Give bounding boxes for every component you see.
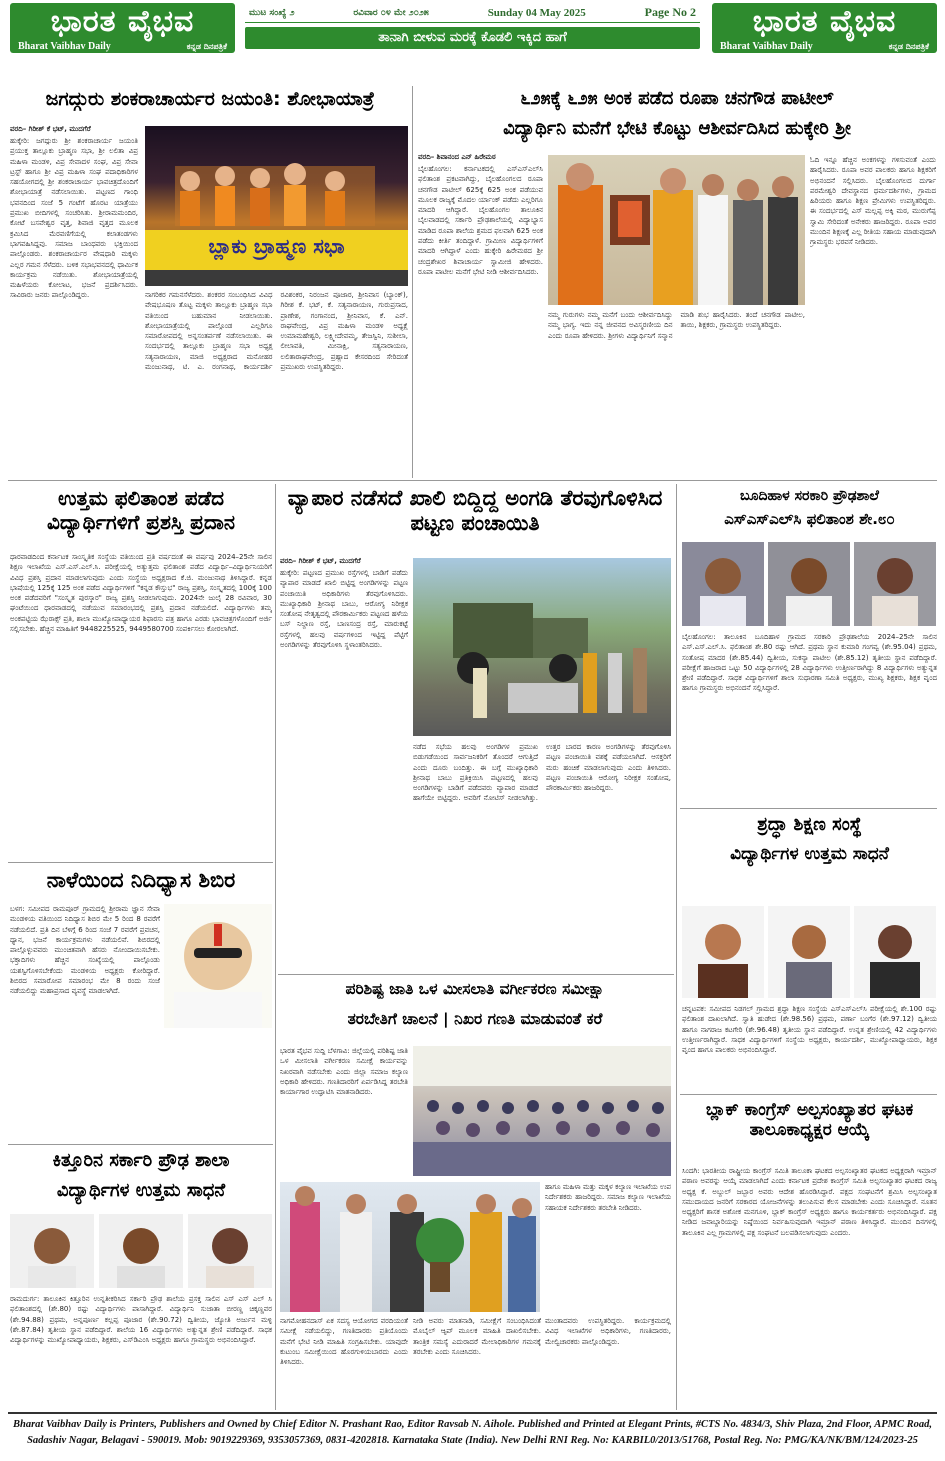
student-portrait <box>768 906 850 998</box>
procession-illustration <box>145 126 408 286</box>
a8-body-a: ಭಾರತ ವೈಭವ ಸುದ್ದಿ ಬೆಳಗಾವಿ: ಜಿಲ್ಲೆಯಲ್ಲಿ ಪರಿಶಿಷ್ಟ ಜಾತಿ ಒಳ ಮೀಸಲಾತಿ ವರ್ಗೀಕರಣ ಸಮೀಕ್ಷೆ ಕಾರ್ಯವನ್ನು ನಿಖರವಾಗಿ ನಡೆಸಬೇಕು ಎಂದು ಜಿಲ್ಲಾ ಸಮಾಜ ಕಲ್ಯಾಣ ಅಧಿಕಾರಿ ಹೇಳಿದರು. ಗಣತಿದಾರರಿಗೆ ಏರ್ಪಡಿಸಿದ್ದ ತರಬೇತಿ ಕಾರ್ಯಾಗಾರ ಉದ್ಘಾಟಿಸಿ ಮಾತನಾಡಿದರು. <box>280 1047 408 1097</box>
a7-swamiji-photo <box>164 904 272 1028</box>
a8-body-c: ನಾಗಮೋಹನದಾಸ್ ಏಕ ಸದಸ್ಯ ಆಯೋಗದ ವರದಿಯಂತೆ ಸಮೀಕ್ಷೆ ನಡೆಯಲಿದ್ದು, ಗಣತಿದಾರರು ಪ್ರತಿಯೊಂದು ಮನೆಗೆ ಭೇಟಿ ನೀಡಿ ಮಾಹಿತಿ ಸಂಗ್ರಹಿಸಬೇಕು. ಯಾವುದೇ ಕುಟುಂಬ ಸಮೀಕ್ಷೆಯಿಂದ ಹೊರಗುಳಿಯಬಾರದು ಎಂದು ತಿಳಿಸಿದರು. <box>280 1317 408 1367</box>
a7-body: ಬಳಗ: ಸಮೀಪದ ರಾಮಪೂರ್ ಗ್ರಾಮದಲ್ಲಿ ಶ್ರೀರಾಮ ಜ್ಞಾನ ಸೇವಾ ಮಂಡಳಿಯ ವತಿಯಿಂದ ನಿದಿಧ್ಯಾಸ ಶಿಬಿರ ಮೇ 5 ರಿಂದ 8 ರವರೆಗೆ ನಡೆಯಲಿದೆ. ಪ್ರತಿ ದಿನ ಬೆಳಿಗ್ಗೆ 6 ರಿಂದ ಸಂಜೆ 7 ರವರೆಗೆ ಪ್ರವಚನ, ಧ್ಯಾನ, ಭಜನೆ ಕಾರ್ಯಕ್ರಮಗಳು ನಡೆಯಲಿವೆ. ಶಿಬಿರದಲ್ಲಿ ಪಾಲ್ಗೊಳ್ಳುವವರು ಮುಂಚಿತವಾಗಿ ಹೆಸರು ನೋಂದಾಯಿಸಬೇಕು. ಭಕ್ತಾದಿಗಳು ಹೆಚ್ಚಿನ ಸಂಖ್ಯೆಯಲ್ಲಿ ಪಾಲ್ಗೊಂಡು ಯಶಸ್ವಿಗೊಳಿಸಬೇಕೆಂದು ಮಂಡಳಿಯ ಅಧ್ಯಕ್ಷರು ಕೋರಿದ್ದಾರೆ. ಶಿಬಿರದ ಸಮಾರೋಪ ಸಮಾರಂಭ ಮೇ 8 ರಂದು ಸಂಜೆ ನಡೆಯಲಿದ್ದು ಮಹಾಪ್ರಸಾದ ವ್ಯವಸ್ಥೆ ಮಾಡಲಾಗಿದೆ. <box>10 905 160 996</box>
rule-6 <box>8 862 273 863</box>
tractor-illustration <box>413 558 671 736</box>
a10-student-photo-1 <box>10 1214 94 1288</box>
masthead-right <box>712 3 937 53</box>
audience-illustration <box>413 1046 671 1176</box>
a5-headline-line1: ಬೂದಿಹಾಳ ಸರಕಾರಿ ಪ್ರೌಢಶಾಲೆ <box>740 488 879 504</box>
masthead-center <box>245 3 700 53</box>
a10-headline-line2: ವಿದ್ಯಾರ್ಥಿಗಳ ಉತ್ತಮ ಸಾಧನೆ <box>56 1180 226 1201</box>
rule-1 <box>412 86 413 478</box>
a6-headline-line1: ಶ್ರದ್ಧಾ ಶಿಕ್ಷಣ ಸಂಸ್ಥೆ <box>757 814 862 835</box>
a4-body-top: ಹುಕ್ಕೇರಿ: ಪಟ್ಟಣದ ಪ್ರಮುಖ ರಸ್ತೆಗಳಲ್ಲಿ ಬಾಡಿಗೆ ಪಡೆದು ವ್ಯಾಪಾರ ಮಾಡದೆ ಖಾಲಿ ಬಿಟ್ಟಿದ್ದ ಅಂಗಡಿಗಳನ್ನು ಪಟ್ಟಣ ಪಂಚಾಯಿತಿ ಅಧಿಕಾರಿಗಳು ತೆರವುಗೊಳಿಸಿದರು. ಮುಖ್ಯಾಧಿಕಾರಿ ಶ್ರೀನಾಥ ಬಾಬು, ಆರೋಗ್ಯ ನಿರೀಕ್ಷಕ ಸಂತೋಷ ನೇತೃತ್ವದಲ್ಲಿ ಪೌರಕಾರ್ಮಿಕರು ಪಟ್ಟಣದ ಹಳೆಯ ಬಸ್ ನಿಲ್ದಾಣ ರಸ್ತೆ, ಬಾಣಸಂದ್ರ ರಸ್ತೆ, ಮಾರುಕಟ್ಟೆ ರಸ್ತೆಗಳಲ್ಲಿ ಹಲವು ವರ್ಷಗಳಿಂದ ಇಟ್ಟಿದ್ದ ಪೆಟ್ಟಿಗೆ ಅಂಗಡಿಗಳನ್ನು ತೆರವುಗೊಳಿಸಿ ಸ್ಥಳಾಂತರಿಸಿದರು. <box>280 569 408 650</box>
a4-dateline: ವರದಿ– ಗಿರೀಶ್ ಕೆ ಭಟ್, ಮುದಗೆರೆ <box>280 557 361 565</box>
a5-body: ಬೈಲಹೊಂಗಲ: ತಾಲೂಕಿನ ಬೂದಿಹಾಳ ಗ್ರಾಮದ ಸರಕಾರಿ ಪ್ರೌಢಶಾಲೆಯ 2024–25ನೇ ಸಾಲಿನ ಎಸ್.ಎಸ್.ಎಲ್.ಸಿ. ಫಲಿತಾಂಶ ಶೇ.80 ರಷ್ಟು ಆಗಿದೆ. ಪ್ರಥಮ ಸ್ಥಾನ ಕುಮಾರಿ ಗಂಗವ್ವ (ಶೇ.95.04) ಪ್ರಥಮ, ಸಂತೋಷ ಮಾದರ (ಶೇ.85.44) ದ್ವಿತೀಯ, ಸುಕನ್ಯಾ ಪಾಟೀಲ (ಶೇ.85.12) ತೃತೀಯ ಸ್ಥಾನ ಪಡೆದಿದ್ದಾರೆ. ಪರೀಕ್ಷೆಗೆ ಹಾಜರಾದ ಒಟ್ಟು 50 ವಿದ್ಯಾರ್ಥಿಗಳಲ್ಲಿ 28 ವಿದ್ಯಾರ್ಥಿಗಳು ಉತ್ತೀರ್ಣರಾಗಿದ್ದು 8 ವಿದ್ಯಾರ್ಥಿಗಳು ಅತ್ಯುನ್ನತ ಶ್ರೇಣಿ ಪಡೆದಿದ್ದಾರೆ. ಸಾಧಕ ವಿದ್ಯಾರ್ಥಿಗಳಿಗೆ ಶಾಲಾ ಸುಧಾರಣಾ ಸಮಿತಿ ಅಧ್ಯಕ್ಷರು, ಮುಖ್ಯ ಶಿಕ್ಷಕರು, ಶಿಕ್ಷಕ ವೃಂದ ಹಾಗೂ ಗ್ರಾಮಸ್ಥರು ಅಭಿನಂದನೆ ಸಲ್ಲಿಸಿದ್ದಾರೆ. <box>682 633 937 693</box>
a8-inauguration-photo <box>280 1182 540 1312</box>
a2-body-left: ಬೈಲಹೊಂಗಲ: ಕರ್ನಾಟಕದಲ್ಲಿ ಎಸ್‌ಎಸ್‌ಎಲ್‌ಸಿ ಫಲಿತಾಂಶ ಪ್ರಕಟವಾಗಿದ್ದು, ಬೈಲಹೊಂಗಲದ ರೂಪಾ ಚನಗೌಡ ಪಾಟೀಲ್ 625ಕ್ಕೆ 625 ಅಂಕ ಪಡೆಯುವ ಮೂಲಕ ರಾಜ್ಯಕ್ಕೆ ಮೊದಲ ರ್ಯಾಂಕ್ ಪಡೆದು ಎಲ್ಲರಿಗೂ ಮಾದರಿ ಆಗಿದ್ದಾರೆ. ಬೈಲಹೊಂಗಲ ತಾಲೂಕಿನ ಬೈಲವಾಡದಲ್ಲಿ ಸರ್ಕಾರಿ ಪ್ರೌಢಶಾಲೆಯಲ್ಲಿ ವಿದ್ಯಾಭ್ಯಾಸ ಮಾಡಿದ ರೂಪಾ ಶಾಲೆಯ ಶ್ರಮದ ಫಲವಾಗಿ 625 ಅಂಕ ಪಡೆದು ಕೀರ್ತಿ ತಂದಿದ್ದಾಳೆ. ಗ್ರಾಮೀಣ ವಿದ್ಯಾರ್ಥಿಗಳಿಗೆ ಮಾದರಿ ಆಗಿದ್ದಾಳೆ ಎಂದು ಹುಕ್ಕೇರಿ ಹಿರೇಮಠದ ಶ್ರೀ ಚಂದ್ರಶೇಖರ ಶಿವಾಚಾರ್ಯ ಸ್ವಾಮೀಜಿ ಹೇಳಿದರು. ರೂಪಾ ಪಾಟೀಲ ಮನೆಗೆ ಭೇಟಿ ನೀಡಿ ಆಶೀರ್ವದಿಸಿದರು. <box>418 165 543 276</box>
issue-info: ಮುಟ ಸಂಖ್ಯೆ ೨ <box>249 7 295 18</box>
masthead-subtitle-right: Bharat Vaibhav Daily <box>720 41 813 52</box>
a8-body-e: ಮುಂತಾದವರು ಉಪಸ್ಥಿತರಿದ್ದರು. ಕಾರ್ಯಕ್ರಮದಲ್ಲಿ ವಿವಿಧ ಇಲಾಖೆಗಳ ಅಧಿಕಾರಿಗಳು, ಗಣತಿದಾರರು, ಮೇಲ್ವಿಚಾರಕರು ಪಾಲ್ಗೊಂಡಿದ್ದರು. <box>545 1317 671 1346</box>
student-portrait <box>854 542 936 626</box>
rule-11 <box>8 1144 273 1145</box>
a1-dateline: ವರದಿ– ಗಿರೀಶ್ ಕೆ ಭಟ್, ಮುದಗೆರೆ <box>10 125 91 133</box>
a6-headline-line2: ವಿದ್ಯಾರ್ಥಿಗಳ ಉತ್ತಮ ಸಾಧನೆ <box>730 844 889 864</box>
student-portrait <box>99 1214 183 1288</box>
a4-photo <box>413 558 671 736</box>
rule-7 <box>278 974 674 975</box>
student-portrait <box>854 906 936 998</box>
masthead-title-left: ಭಾರತ ವೈಭವ <box>50 4 195 39</box>
a8-headline-line1: ಪರಿಶಿಷ್ಟ ಜಾತಿ ಒಳ ಮೀಸಲಾತಿ ವರ್ಗೀಕರಣ ಸಮೀಕ್ಷಾ <box>345 980 605 998</box>
english-date: Sunday 04 May 2025 <box>487 6 586 19</box>
student-portrait <box>768 542 850 626</box>
a4-body-bottom: ನಡೆದ ಸಭೆಯ ಹಲವು ಅಂಗಡಿಗಳ ಪ್ರಮುಖ ಬಿಡುಗಡೆಯಿಂದ ಸಾರ್ವಜನಿಕರಿಗೆ ತೊಂದರೆ ಆಗುತ್ತಿದೆ ಎಂದು ದೂರು ಬಂದಿತ್ತು. ಈ ಬಗ್ಗೆ ಮುಖ್ಯಾಧಿಕಾರಿ ಶ್ರೀನಾಥ ಬಾಬು ಪ್ರತಿಕ್ರಿಯಿಸಿ ಪಟ್ಟಣದಲ್ಲಿ ಹಲವು ಅಂಗಡಿಗಳನ್ನು ಬಾಡಿಗೆ ಪಡೆದವರು ವ್ಯಾಪಾರ ಮಾಡದೆ ಹಾಗೆಯೇ ಬಿಟ್ಟಿದ್ದರು. ಅವರಿಗೆ ನೋಟಿಸ್ ನೀಡಲಾಗಿತ್ತು. ಉತ್ತರ ಬಾರದ ಕಾರಣ ಅಂಗಡಿಗಳನ್ನು ತೆರವುಗೊಳಿಸಿ ಪಟ್ಟಣ ಪಂಚಾಯಿತಿ ವಶಕ್ಕೆ ಪಡೆಯಲಾಗಿದೆ. ಆಸಕ್ತರಿಗೆ ಮರು ಹಂಚಿಕೆ ಮಾಡಲಾಗುವುದು ಎಂದು ತಿಳಿಸಿದರು. ಪಟ್ಟಣ ಪಂಚಾಯಿತಿ ಆರೋಗ್ಯ ನಿರೀಕ್ಷಕ ಸಂತೋಷ, ಪೌರಕಾರ್ಮಿಕರು ಹಾಜರಿದ್ದರು. <box>413 743 671 803</box>
a1-banner-text: ಬ್ಲಾಕು ಬ್ರಾಹ್ಮಣ ಸಭಾ <box>208 234 345 258</box>
a6-student-photo-1 <box>682 906 764 998</box>
plant-watering-illustration <box>280 1182 540 1312</box>
swamiji-portrait <box>164 904 272 1028</box>
rule-9 <box>275 974 276 1410</box>
page-number: Page No 2 <box>644 5 696 19</box>
a3-headline: ಉತ್ತಮ ಫಲಿತಾಂಶ ಪಡೆದ ವಿದ್ಯಾರ್ಥಿಗಳಿಗೆ ಪ್ರಶಸ್ತಿ ಪ್ರದಾನ <box>47 486 235 534</box>
footer-line-1: Bharat Vaibhav Daily is Printers, Publishers and Owned by Chief Editor N. Prashant Rao, Editor Ravsab N. Aihole. Published and Printed at Elegant Prints, #CTS No. 4834/3, Shiv Plaza, 2nd Floor, APMC Road, <box>13 1419 932 1430</box>
student-portrait <box>10 1214 94 1288</box>
felicitation-illustration <box>548 155 805 305</box>
a8-headline-line2: ತರಬೇತಿಗೆ ಚಾಲನೆ | ನಿಖರ ಗಣತಿ ಮಾಡುವಂತೆ ಕರೆ <box>347 1010 603 1028</box>
footer-rule <box>8 1412 937 1414</box>
footer-line-2: Sadashiv Nagar, Belagavi - 590019. Mob: 9019229369, 9353057369, 0831-4202818. Karnataka State (India). New Delhi RNI Reg. No: KARBIL0/2013/51768, Postal Reg. No: PMG/KA/NK/BM/124/2023-25 <box>27 1435 918 1446</box>
a10-student-photo-2 <box>99 1214 183 1288</box>
a3-body: ಧಾರವಾಡದಿಂದ ಕರ್ನಾಟಕ ಸಾಂಸ್ಕೃತಿಕ ಸಂಸ್ಥೆಯ ವತಿಯಿಂದ ಪ್ರತಿ ವರ್ಷದಂತೆ ಈ ವರ್ಷವು 2024–25ನೇ ಸಾಲಿನ ಶಿಕ್ಷಣ ಇಲಾಖೆಯ ಎಸ್.ಎಸ್.ಎಲ್.ಸಿ. ಪರೀಕ್ಷೆಯಲ್ಲಿ ಅತ್ಯುತ್ತಮ ಫಲಿತಾಂಶ ಪಡೆದ ವಿದ್ಯಾರ್ಥಿ–ವಿದ್ಯಾರ್ಥಿನಿಯರಿಗೆ ವಿವಿಧ ಪ್ರಶಸ್ತಿ ಪ್ರದಾನ ಮಾಡಲಾಗುವುದು ಎಂದು ಸಂಸ್ಥೆಯ ಅಧ್ಯಕ್ಷರಾದ ಕೆ.ಜಿ. ಮಂಜುನಾಥ ತಿಳಿಸಿದ್ದಾರೆ. ಕನ್ನಡ ಭಾಷೆಯಲ್ಲಿ 125ಕ್ಕೆ 125 ಅಂಕ ಪಡೆದ ವಿದ್ಯಾರ್ಥಿಗಳಿಗೆ "ಕನ್ನಡ ಕೌಸ್ತುಭ" ರಾಜ್ಯ ಪ್ರಶಸ್ತಿ, ಸಂಸ್ಕೃತದಲ್ಲಿ 100ಕ್ಕೆ 100 ಅಂಕ ಪಡೆದವರಿಗೆ "ಸಂಸ್ಕೃತ ಪುರಸ್ಕಾರ" ರಾಜ್ಯ ಪ್ರಶಸ್ತಿ ನೀಡಲಾಗುವುದು. 2024ನೇ ಜುಲೈ 28 ರವಿವಾರ, 30 ಘಂಟೆಯಿಂದ ಧಾರವಾಡದಲ್ಲಿ ನಡೆಯುವ ಸಮಾರಂಭದಲ್ಲಿ ಪ್ರಶಸ್ತಿ ಪ್ರದಾನ ನಡೆಯಲಿದೆ. ವಿದ್ಯಾರ್ಥಿಗಳು ತಮ್ಮ ಅಂಕಪಟ್ಟಿಯ ಝೆರಾಕ್ಸ್ ಪ್ರತಿ, ಶಾಲಾ ಮುಖ್ಯೋಪಾಧ್ಯಾಯರ ಶಿಫಾರಸು ಪತ್ರ ಹಾಗೂ ಎರಡು ಭಾವಚಿತ್ರಗಳೊಂದಿಗೆ ಅರ್ಜಿ ಸಲ್ಲಿಸಬೇಕು. ಹೆಚ್ಚಿನ ಮಾಹಿತಿಗೆ 9448225525, 9449580700 ಸಂಪರ್ಕಿಸಲು ಕೋರಲಾಗಿದೆ. <box>10 553 272 634</box>
a6-student-photo-2 <box>768 906 850 998</box>
rule-5 <box>680 808 937 809</box>
a8-meeting-photo <box>413 1046 671 1176</box>
a1-headline: ಜಗದ್ಗುರು ಶಂಕರಾಚಾರ್ಯರ ಜಯಂತಿ: ಶೋಭಾಯಾತ್ರೆ <box>45 88 375 110</box>
a10-body: ರಾಮದುರ್ಗ: ತಾಲೂಕಿನ ಕಿತ್ತೂರಿನ ಉನ್ನತೀಕರಿಸಿದ ಸರ್ಕಾರಿ ಪ್ರೌಢ ಶಾಲೆಯ ಪ್ರಸಕ್ತ ಸಾಲಿನ ಎಸ್ ಎಸ್ ಎಲ್ ಸಿ ಫಲಿತಾಂಶದಲ್ಲಿ (ಶೇ.80) ರಷ್ಟು ವಿದ್ಯಾರ್ಥಿಗಳು ಪಾಸಾಗಿದ್ದಾರೆ. ವಿದ್ಯಾರ್ಥಿನಿ ಸುಜಾತಾ ಬೀರಣ್ಣ ಚಿಕ್ಕಣ್ಣವರ (ಶೇ.94.88) ಪ್ರಥಮ, ಅನ್ನಪೂರ್ಣ ಕಲ್ಲಪ್ಪ ಪೂಜಾರ (ಶೇ.90.72) ದ್ವಿತೀಯ, ಜ್ಯೋತಿ ಅರ್ಜುನ ಮಳ್ಳಿ (ಶೇ.87.84) ತೃತೀಯ ಸ್ಥಾನ ಪಡೆದಿದ್ದಾರೆ. ಶಾಲೆಯ 16 ವಿದ್ಯಾರ್ಥಿಗಳು ಅತ್ಯುನ್ನತ ಶ್ರೇಣಿ ಪಡೆದಿದ್ದಾರೆ. ಸಾಧಕ ವಿದ್ಯಾರ್ಥಿಗಳನ್ನು ಮುಖ್ಯೋಪಾಧ್ಯಾಯರು, ಶಿಕ್ಷಕರು, ಎಸ್‌ಡಿಎಂಸಿ ಅಧ್ಯಕ್ಷರು ಹಾಗೂ ಗ್ರಾಮಸ್ಥರು ಅಭಿನಂದಿಸಿದ್ದಾರೆ. <box>10 1295 272 1345</box>
a1-procession-photo <box>145 126 408 286</box>
student-portrait <box>682 542 764 626</box>
a4-headline: ವ್ಯಾಪಾರ ನಡೆಸದೆ ಖಾಲಿ ಬಿದ್ದಿದ್ದ ಅಂಗಡಿ ತೆರವುಗೊಳಿಸಿದ ಪಟ್ಟಣ ಪಂಚಾಯಿತಿ <box>287 486 663 536</box>
rule-3 <box>275 484 276 974</box>
masthead-title-right: ಭಾರತ ವೈಭವ <box>752 4 897 39</box>
a6-student-photo-3 <box>854 906 936 998</box>
masthead-subtitle-left: Bharat Vaibhav Daily <box>18 41 111 52</box>
student-portrait <box>682 906 764 998</box>
masthead-left <box>10 3 235 53</box>
a8-body-d: ನೀಡಿ ಅವರು ಮಾತನಾಡಿ, ಸಮೀಕ್ಷೆಗೆ ಸಂಬಂಧಿಸಿದಂತೆ ಮೊಬೈಲ್ ಆ್ಯಪ್ ಮೂಲಕ ಮಾಹಿತಿ ದಾಖಲಿಸಬೇಕು. ತಾಂತ್ರಿಕ ಸಮಸ್ಯೆ ಎದುರಾದರೆ ಮೇಲಾಧಿಕಾರಿಗಳ ಗಮನಕ್ಕೆ ತರಬೇಕು ಎಂದು ಸೂಚಿಸಿದರು. <box>413 1317 541 1356</box>
a2-headline-line1: ೬೨೫ಕ್ಕೆ ೬೨೫ ಅಂಕ ಪಡೆದ ರೂಪಾ ಚನಗೌಡ ಪಾಟೀಲ್ <box>520 88 834 109</box>
masthead-tag-left: ಕನ್ನಡ ದಿನಪತ್ರಿಕೆ <box>186 42 227 51</box>
a2-body-right: ಓದಿ ಇನ್ನೂ ಹೆಚ್ಚಿನ ಅಂಕಗಳನ್ನು ಗಳಿಸುವಂತೆ ಎಂದು ಹಾರೈಸಿದರು. ರೂಪಾ ಅವರ ಪಾಲಕರು ಹಾಗೂ ಶಿಕ್ಷಕರಿಗೆ ಅಭಿನಂದನೆ ಸಲ್ಲಿಸಿದರು. ಬೈಲಹೊಂಗಲದ ದುರ್ಗಾ ಪರಮೇಶ್ವರಿ ದೇವಸ್ಥಾನದ ಧರ್ಮದರ್ಶಿಗಳು, ಗ್ರಾಮದ ಹಿರಿಯರು ಹಾಗೂ ಶಿಕ್ಷಣ ಪ್ರೇಮಿಗಳು ಉಪಸ್ಥಿತರಿದ್ದರು. ಈ ಸಂದರ್ಭದಲ್ಲಿ ಎಸ್ ಮಲ್ಲಪ್ಪ ಅಕ್ಕಿ ಮಠ, ಮುರುಗೆಪ್ಪ ಸ್ವಾಮಿ ಸೇರಿದಂತೆ ಅನೇಕರು ಹಾಜರಿದ್ದರು. ರೂಪಾ ಅವರ ಮುಂದಿನ ಶಿಕ್ಷಣಕ್ಕೆ ಎಲ್ಲ ರೀತಿಯ ಸಹಾಯ ಮಾಡುವುದಾಗಿ ಗ್ರಾಮಸ್ಥರು ಭರವಸೆ ನೀಡಿದರು. <box>810 156 936 247</box>
kannada-date: ರವಿವಾರ ೦೪ ಮೇ ೨೦೨೫ <box>353 7 429 18</box>
masthead-tag-right: ಕನ್ನಡ ದಿನಪತ್ರಿಕೆ <box>888 42 929 51</box>
a6-body: ಚನ್ನಟಪಕ: ಸಮೀಪದ ನಿಡಗಲ್ ಗ್ರಾಮದ ಶ್ರದ್ಧಾ ಶಿಕ್ಷಣ ಸಂಸ್ಥೆಯ ಎಸ್‌ಎಸ್‌ಎಲ್‌ಸಿ ಪರೀಕ್ಷೆಯಲ್ಲಿ ಶೇ.100 ರಷ್ಟು ಫಲಿತಾಂಶ ದಾಖಲಾಗಿದೆ. ಸ್ವಾತಿ ಹುಡೇದ (ಶೇ.98.56) ಪ್ರಥಮ, ಪರ್ಣಾ ಬಂಗೆರ (ಶೇ.97.12) ದ್ವಿತೀಯ ಹಾಗೂ ನಾಗರಾಜ ಕಟಗೇರಿ (ಶೇ.96.48) ತೃತೀಯ ಸ್ಥಾನ ಪಡೆದಿದ್ದಾರೆ. ಉನ್ನತ ಶ್ರೇಣಿಯಲ್ಲಿ 42 ವಿದ್ಯಾರ್ಥಿಗಳು ಉತ್ತೀರ್ಣರಾಗಿದ್ದಾರೆ. ಸಾಧಕ ವಿದ್ಯಾರ್ಥಿಗಳಿಗೆ ಸಂಸ್ಥೆಯ ಅಧ್ಯಕ್ಷರು, ಕಾರ್ಯದರ್ಶಿ, ಮುಖ್ಯೋಪಾಧ್ಯಾಯರು, ಶಿಕ್ಷಕ ವೃಂದ ಹಾಗೂ ಪಾಲಕರು ಅಭಿನಂದಿಸಿದ್ದಾರೆ. <box>682 1005 937 1055</box>
a2-body-middle: ನಮ್ಮ ಗುರುಗಳು ನಮ್ಮ ಮನೆಗೆ ಬಂದು ಆಶೀರ್ವದಿಸಿದ್ದು ನಮ್ಮ ಭಾಗ್ಯ. ಇದು ನನ್ನ ಜೀವನದ ಅವಿಸ್ಮರಣೀಯ ದಿನ ಎಂದು ರೂಪಾ ಹೇಳಿದರು. ಶ್ರೀಗಳು ವಿದ್ಯಾರ್ಥಿನಿಗೆ ಸನ್ಮಾನ ಮಾಡಿ ಶುಭ ಹಾರೈಸಿದರು. ತಂದೆ ಚನಗೌಡ ಪಾಟೀಲ, ತಾಯಿ, ಶಿಕ್ಷಕರು, ಗ್ರಾಮಸ್ಥರು ಉಪಸ್ಥಿತರಿದ್ದರು. <box>548 311 805 340</box>
a2-dateline: ವರದಿ– ಶಿವಾನಂದ ಎನ್ ಹಿರೇಮಠ <box>418 153 496 161</box>
a5-student-photo-3 <box>854 542 936 626</box>
a10-headline-line1: ಕಿತ್ತೂರಿನ ಸರ್ಕಾರಿ ಪ್ರೌಢ ಶಾಲಾ <box>52 1150 230 1171</box>
student-portrait <box>188 1214 272 1288</box>
a10-student-photo-3 <box>188 1214 272 1288</box>
rule-4 <box>676 484 677 974</box>
rule-10 <box>680 1094 937 1095</box>
a9-headline: ಬ್ಲಾಕ್ ಕಾಂಗ್ರೆಸ್ ಅಲ್ಪಸಂಖ್ಯಾತರ ಘಟಕ ತಾಲೂಕಾಧ್ಯಕ್ಷರ ಆಯ್ಕೆ <box>705 1100 914 1141</box>
a9-body: ಸಿಂದಗಿ: ಭಾರತೀಯ ರಾಷ್ಟ್ರೀಯ ಕಾಂಗ್ರೆಸ್ ಸಮಿತಿ ತಾಲೂಕಾ ಘಟಕದ ಅಲ್ಪಸಂಖ್ಯಾತರ ಘಟಕದ ಅಧ್ಯಕ್ಷರಾಗಿ ಇಮ್ರಾನ್ ಪಠಾಣ ಅವರನ್ನು ಆಯ್ಕೆ ಮಾಡಲಾಗಿದೆ ಎಂದು ಕರ್ನಾಟಕ ಪ್ರದೇಶ ಕಾಂಗ್ರೆಸ್ ಸಮಿತಿ ಅಲ್ಪಸಂಖ್ಯಾತರ ಘಟಕದ ರಾಜ್ಯ ಅಧ್ಯಕ್ಷ ಕೆ. ಅಬ್ದುಲ್ ಜಬ್ಬಾರ ಅವರು ಆದೇಶ ಹೊರಡಿಸಿದ್ದಾರೆ. ಪಕ್ಷದ ಸಂಘಟನೆಗೆ ಶ್ರಮಿಸಿ ಅಲ್ಪಸಂಖ್ಯಾತ ಸಮುದಾಯದ ಜನರಿಗೆ ಸರಕಾರದ ಯೋಜನೆಗಳನ್ನು ತಲುಪಿಸುವ ಕೆಲಸ ಮಾಡಬೇಕು ಎಂದು ಸೂಚಿಸಿದ್ದಾರೆ. ನೂತನ ಅಧ್ಯಕ್ಷರಿಗೆ ಶಾಸಕ ಅಶೋಕ ಮನಗೂಳಿ, ಬ್ಲಾಕ್ ಕಾಂಗ್ರೆಸ್ ಅಧ್ಯಕ್ಷರು ಹಾಗೂ ಕಾರ್ಯಕರ್ತರು ಅಭಿನಂದಿಸಿದ್ದಾರೆ. ಪಕ್ಷ ನೀಡಿದ ಜವಾಬ್ದಾರಿಯನ್ನು ನಿಷ್ಠೆಯಿಂದ ನಿರ್ವಹಿಸುವುದಾಗಿ ಇಮ್ರಾನ್ ಪಠಾಣ ತಿಳಿಸಿದ್ದಾರೆ. ಮುಂದಿನ ದಿನಗಳಲ್ಲಿ ತಾಲೂಕಿನ ಎಲ್ಲ ಗ್ರಾಮಗಳಲ್ಲಿ ಪಕ್ಷ ಸಂಘಟನೆ ಬಲಪಡಿಸಲಾಗುವುದು ಎಂದರು. <box>682 1167 937 1237</box>
rule-2 <box>8 480 937 481</box>
a2-photo <box>548 155 805 305</box>
a8-body-b: ಹಾಗೂ ಮಹಿಳಾ ಮತ್ತು ಮಕ್ಕಳ ಕಲ್ಯಾಣ ಇಲಾಖೆಯ ಉಪ ನಿರ್ದೇಶಕರು ಹಾಜರಿದ್ದರು. ಸಮಾಜ ಕಲ್ಯಾಣ ಇಲಾಖೆಯ ಸಹಾಯಕ ನಿರ್ದೇಶಕರು ತರಬೇತಿ ನೀಡಿದರು. <box>545 1183 671 1212</box>
tagline: ತಾನಾಗಿ ಬೀಳುವ ಮರಕ್ಕೆ ಕೊಡಲಿ ಇಕ್ಕಿದ ಹಾಗೆ <box>245 27 700 49</box>
a5-student-photo-1 <box>682 542 764 626</box>
rule-8 <box>676 974 677 1410</box>
a5-headline-line2: ಎಸ್‌ಎಸ್‌ಎಲ್‌ಸಿ ಫಲಿತಾಂಶ ಶೇ.೮೦ <box>724 510 895 528</box>
a5-student-photo-2 <box>768 542 850 626</box>
a2-headline-line2: ವಿದ್ಯಾರ್ಥಿನಿ ಮನೆಗೆ ಭೇಟಿ ಕೊಟ್ಟು ಆಶೀರ್ವದಿಸಿದ ಹುಕ್ಕೇರಿ ಶ್ರೀ <box>503 118 851 139</box>
a7-headline: ನಾಳೆಯಿಂದ ನಿದಿಧ್ಯಾಸ ಶಿಬಿರ <box>46 868 236 892</box>
a1-body: ಹುಕ್ಕೇರಿ: ಜಗದ್ಗುರು ಶ್ರೀ ಶಂಕರಾಚಾರ್ಯ ಜಯಂತಿ ಪ್ರಯುಕ್ತ ತಾಲ್ಲೂಕು ಬ್ರಾಹ್ಮಣ ಸಭಾ, ಶ್ರೀ ಲಲಿತಾ ವಿಪ್ರ ಮಹಿಳಾ ಮಂಡಳಿ, ವಿಪ್ರ ಸೇವಾದಳ ಸಂಘ, ವಿಪ್ರ ಸೇವಾ ಟ್ರಸ್ಟ್ ಹಾಗೂ ಶ್ರೀ ವಿಪ್ರ ಮಹಿಳಾ ಸಂಘ ಪದಾಧಿಕಾರಿಗಳ ಸಹಯೋಗದಲ್ಲಿ ಶ್ರೀ ಶಂಕರಾಚಾರ್ಯ ಭಾವಚಿತ್ರದೊಂದಿಗೆ ಶೋಭಾಯಾತ್ರೆ ನಡೆಸಲಾಯಿತು. ಪಟ್ಟಣದ ಗಾಂಧಿ ಭವನದಿಂದ ಸಂಜೆ 5 ಗಂಟೆಗೆ ಹೊರಟ ಯಾತ್ರೆಯು ಪ್ರಮುಖ ಬೀದಿಗಳಲ್ಲಿ ಸಂಚರಿಸಿತು. ಶ್ರೀರಾಮಮಂದಿರ, ಕೋಟೆ ಬಸವೇಶ್ವರ ವೃತ್ತ, ಶಿವಾಜಿ ವೃತ್ತದ ಮೂಲಕ ಕ್ರಮಿಸಿದ ಮೆರವಣಿಗೆಯಲ್ಲಿ ಕಲಾತಂಡಗಳು ಭಾಗವಹಿಸಿದ್ದವು. ಸಮಾಜ ಬಾಂಧವರು ಭಕ್ತಿಯಿಂದ ಪಾಲ್ಗೊಂಡರು. ಶಂಕರಾಚಾರ್ಯರ ವೇಷಧಾರಿ ಮಕ್ಕಳು ಎಲ್ಲರ ಗಮನ ಸೆಳೆದರು. ಬಳಿಕ ಸಭಾಭವನದಲ್ಲಿ ಧಾರ್ಮಿಕ ಕಾರ್ಯಕ್ರಮ ನಡೆಯಿತು. ಶೋಭಾಯಾತ್ರೆಯಲ್ಲಿ ಮಹಿಳೆಯರು ಕೋಲಾಟ, ಭಜನೆ ಪ್ರದರ್ಶಿಸಿದರು. ಸಾವಿರಾರು ಜನರು ಪಾಲ್ಗೊಂಡಿದ್ದರು. <box>10 137 138 300</box>
a1-body-continued: ನಾಗರಿಕರ ಗಮನಸೆಳೆದರು. ಶಂಕರರ ಸಂಬಂಧಿಸಿದ ವಿವಿಧ ವೇಷಭೂಷಣ ತೊಟ್ಟ ಮಕ್ಕಳು ತಾಲ್ಲೂಕು ಬ್ರಾಹ್ಮಣ ಸಭಾ ವತಿಯಿಂದ ಬಹುಮಾನ ನೀಡಲಾಯಿತು. ಶೋಭಾಯಾತ್ರೆಯಲ್ಲಿ ಪಾಲ್ಗೊಂಡ ಎಲ್ಲರಿಗೂ ಸಮಾರೋಪದಲ್ಲಿ ಅನ್ನಸಂತರ್ಪಣೆ ನಡೆಸಲಾಯಿತು. ಈ ಸಂದರ್ಭದಲ್ಲಿ ತಾಲ್ಲೂಕು ಬ್ರಾಹ್ಮಣ ಸಭಾ ಅಧ್ಯಕ್ಷ ಸತ್ಯನಾರಾಯಣ, ಮಾಜಿ ಅಧ್ಯಕ್ಷರಾದ ಮನೋಹರ ಮಂಜುನಾಥ, ಟಿ. ಎ. ರಂಗನಾಥ, ಕಾರ್ಯದರ್ಶಿ ರವಿಶಂಕರ, ನಿರಂಜನ ಪೂಜಾರ, ಶ್ರೀನಿವಾಸ (ಬ್ಯಾಂಕ್), ಗಿರೀಶ ಕೆ. ಭಟ್, ಕೆ. ಸತ್ಯನಾರಾಯಣ, ಗುರುಪ್ರಸಾದ, ಪ್ರಾಣೇಶ, ಗಂಗಾನಂದ, ಶ್ರೀನಿವಾಸ, ಕೆ. ಎನ್. ರಾಘವೇಂದ್ರ, ವಿಪ್ರ ಮಹಿಳಾ ಮಂಡಳಿ ಅಧ್ಯಕ್ಷೆ ಉಮಾಮಹೇಶ್ವರಿ, ಲಕ್ಷ್ಮೀದೇವಮ್ಮ, ತೇಜಸ್ವಿನಿ, ಸುಶೀಲಾ, ಲೀಲಾವತಿ, ಮೀನಾಕ್ಷಿ, ಸತ್ಯನಾರಾಯಣ, ಲಲಿತಾರಾಘವೇಂದ್ರ, ಪ್ರಹ್ಲಾದ ಕೇಸರದಿಂದ ಸೇರಿದಂತೆ ಪ್ರಮುಖರು ಉಪಸ್ಥಿತರಿದ್ದರು. <box>145 291 408 372</box>
